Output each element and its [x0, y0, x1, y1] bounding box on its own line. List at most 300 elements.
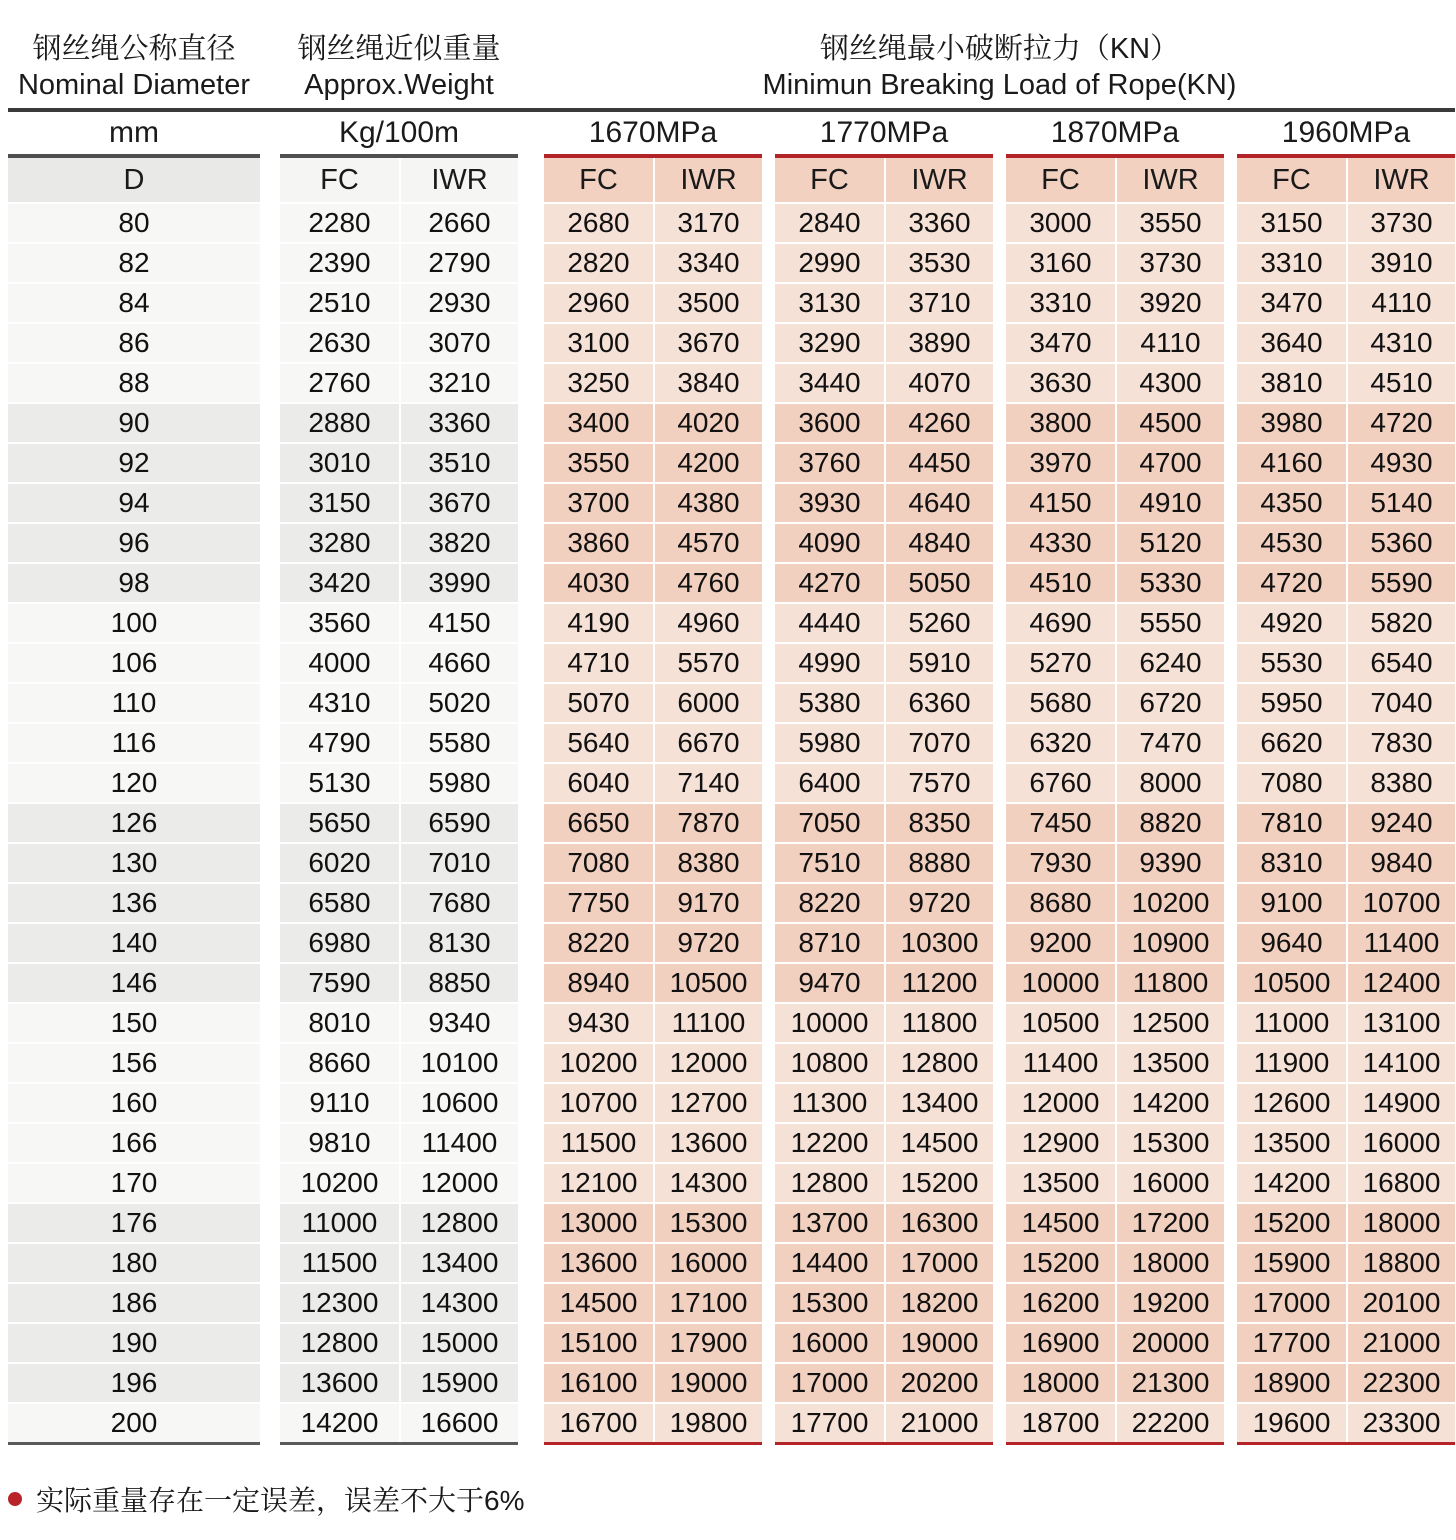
load-1670-iwr-cell: 3500: [653, 284, 762, 322]
load-1870-iwr-cell: 12500: [1115, 1004, 1224, 1042]
diameter-cell: 190: [8, 1324, 260, 1362]
diameter-cell: 106: [8, 644, 260, 682]
load-1960-fc-cell: 14200: [1237, 1164, 1346, 1202]
load-1670-iwr-cell: 19800: [653, 1404, 762, 1442]
load-1870-iwr-cell: 6240: [1115, 644, 1224, 682]
table-row: [8, 724, 1455, 762]
load-1960-iwr-cell: 3910: [1346, 244, 1455, 282]
weight-iwr-cell: 2790: [399, 244, 518, 282]
diameter-cell: 100: [8, 604, 260, 642]
load-1960-fc-cell: 3470: [1237, 284, 1346, 322]
load-1770-fc-cell: 14400: [775, 1244, 884, 1282]
load-1770-fc-cell: 8220: [775, 884, 884, 922]
weight-iwr-cell: 12800: [399, 1204, 518, 1242]
load-1670-iwr-cell: 6000: [653, 684, 762, 722]
load-1870-iwr-cell: 4110: [1115, 324, 1224, 362]
grade-1670: 1670MPa: [588, 116, 718, 149]
subheader-row: [8, 158, 1455, 202]
weight-iwr-cell: 3670: [399, 484, 518, 522]
load-1670-iwr-cell: 19000: [653, 1364, 762, 1402]
load-1960-iwr-cell: 12400: [1346, 964, 1455, 1002]
diameter-cell: 90: [8, 404, 260, 442]
load-1770-iwr-cell: 4260: [884, 404, 993, 442]
diameter-cell: 94: [8, 484, 260, 522]
load-1960-iwr-cell: 9240: [1346, 804, 1455, 842]
load-1960-iwr-cell: 16800: [1346, 1164, 1455, 1202]
load-1960-iwr-cell: 5590: [1346, 564, 1455, 602]
load-1960-fc-cell: 18900: [1237, 1364, 1346, 1402]
load-1670-fc-cell: 11500: [544, 1124, 653, 1162]
weight-fc-cell: 2880: [280, 404, 399, 442]
weight-fc-cell: 5650: [280, 804, 399, 842]
load-1670-fc-cell: 7080: [544, 844, 653, 882]
load-1770-fc-cell: 12800: [775, 1164, 884, 1202]
load-1960-iwr-cell: 7830: [1346, 724, 1455, 762]
load-1960-fc-cell: 10500: [1237, 964, 1346, 1002]
load-1770-fc-cell: 4090: [775, 524, 884, 562]
load-1960-iwr-cell: 20100: [1346, 1284, 1455, 1322]
load-1670-iwr-cell: 12700: [653, 1084, 762, 1122]
load-1670-iwr-cell: 3670: [653, 324, 762, 362]
load-1670-fc-cell: 6040: [544, 764, 653, 802]
diameter-cell: 136: [8, 884, 260, 922]
load-1670-iwr-cell: 3340: [653, 244, 762, 282]
load-1670-fc-cell: 4710: [544, 644, 653, 682]
weight-fc-cell: 2390: [280, 244, 399, 282]
load-1770-iwr-cell: 12800: [884, 1044, 993, 1082]
load-1770-fc-cell: 4270: [775, 564, 884, 602]
bottom-rule-red-1870: [1006, 1442, 1224, 1445]
load-1670-iwr-cell: 7140: [653, 764, 762, 802]
load-1870-iwr-cell: 21300: [1115, 1364, 1224, 1402]
load-1670-fc-cell: 10200: [544, 1044, 653, 1082]
load-1960-fc-cell: 3310: [1237, 244, 1346, 282]
fc-header-1770: FC: [775, 158, 884, 202]
load-1670-fc-cell: 3860: [544, 524, 653, 562]
load-1960-fc-cell: 4350: [1237, 484, 1346, 522]
load-1870-fc-cell: 3310: [1006, 284, 1115, 322]
load-1870-iwr-cell: 3920: [1115, 284, 1224, 322]
weight-iwr-cell: 4660: [399, 644, 518, 682]
diameter-cell: 200: [8, 1404, 260, 1442]
table-body: [8, 204, 1455, 1442]
weight-iwr-cell: 2930: [399, 284, 518, 322]
load-1870-fc-cell: 10000: [1006, 964, 1115, 1002]
load-1870-fc-cell: 12000: [1006, 1084, 1115, 1122]
table-row: [8, 1284, 1455, 1322]
diameter-cell: 92: [8, 444, 260, 482]
weight-iwr-cell: 11400: [399, 1124, 518, 1162]
load-1960-iwr-cell: 18000: [1346, 1204, 1455, 1242]
table-row: [8, 204, 1455, 242]
load-1670-fc-cell: 7750: [544, 884, 653, 922]
weight-iwr-cell: 8130: [399, 924, 518, 962]
breaking-load-title-zh: 钢丝绳最小破断拉力（KN）: [819, 33, 1180, 65]
diameter-cell: 180: [8, 1244, 260, 1282]
load-1770-fc-cell: 5980: [775, 724, 884, 762]
weight-iwr-header: IWR: [399, 158, 518, 202]
table-row: [8, 884, 1455, 922]
load-1960-fc-cell: 15200: [1237, 1204, 1346, 1242]
load-1770-iwr-cell: 16300: [884, 1204, 993, 1242]
table-row: [8, 364, 1455, 402]
weight-unit: Kg/100m: [338, 116, 460, 149]
bottom-rule-dark-diameter: [8, 1442, 260, 1445]
table-row: [8, 764, 1455, 802]
load-1960-fc-cell: 5950: [1237, 684, 1346, 722]
load-1960-iwr-cell: 4720: [1346, 404, 1455, 442]
load-1960-iwr-cell: 4310: [1346, 324, 1455, 362]
table-row: [8, 284, 1455, 322]
load-1960-fc-cell: 5530: [1237, 644, 1346, 682]
weight-iwr-cell: 16600: [399, 1404, 518, 1442]
table-row: [8, 644, 1455, 682]
weight-iwr-cell: 3070: [399, 324, 518, 362]
diameter-title-zh: 钢丝绳公称直径: [32, 33, 236, 65]
load-1870-iwr-cell: 6720: [1115, 684, 1224, 722]
load-1670-iwr-cell: 4570: [653, 524, 762, 562]
load-1870-fc-cell: 3970: [1006, 444, 1115, 482]
note-text: 实际重量存在一定误差，误差不大于6%: [36, 1485, 525, 1516]
load-1770-iwr-cell: 11800: [884, 1004, 993, 1042]
bullet-dot-icon: [8, 1492, 22, 1506]
units-row: [8, 112, 1455, 154]
load-1870-fc-cell: 6760: [1006, 764, 1115, 802]
load-1770-iwr-cell: 9720: [884, 884, 993, 922]
bottom-rule-red-1960: [1237, 1442, 1455, 1445]
load-1960-fc-cell: 3640: [1237, 324, 1346, 362]
weight-fc-cell: 3150: [280, 484, 399, 522]
diameter-cell: 80: [8, 204, 260, 242]
load-1770-iwr-cell: 6360: [884, 684, 993, 722]
load-1770-fc-cell: 17000: [775, 1364, 884, 1402]
weight-fc-cell: 4310: [280, 684, 399, 722]
diameter-cell: 88: [8, 364, 260, 402]
weight-iwr-cell: 15900: [399, 1364, 518, 1402]
load-1960-fc-cell: 11000: [1237, 1004, 1346, 1042]
iwr-header-1960: IWR: [1346, 158, 1455, 202]
load-1960-iwr-cell: 22300: [1346, 1364, 1455, 1402]
load-1770-fc-cell: 3130: [775, 284, 884, 322]
table-row: [8, 1244, 1455, 1282]
weight-iwr-cell: 9340: [399, 1004, 518, 1042]
iwr-header-1870: IWR: [1115, 158, 1224, 202]
load-1770-iwr-cell: 5260: [884, 604, 993, 642]
weight-iwr-cell: 12000: [399, 1164, 518, 1202]
diameter-cell: 156: [8, 1044, 260, 1082]
load-1960-fc-cell: 4530: [1237, 524, 1346, 562]
load-1770-fc-cell: 2990: [775, 244, 884, 282]
load-1670-fc-cell: 9430: [544, 1004, 653, 1042]
load-1670-iwr-cell: 4960: [653, 604, 762, 642]
diameter-cell: 130: [8, 844, 260, 882]
load-1870-iwr-cell: 20000: [1115, 1324, 1224, 1362]
load-1870-fc-cell: 4690: [1006, 604, 1115, 642]
weight-iwr-cell: 5580: [399, 724, 518, 762]
load-1670-fc-cell: 13000: [544, 1204, 653, 1242]
table-row: [8, 1404, 1455, 1442]
load-1960-fc-cell: 12600: [1237, 1084, 1346, 1122]
load-1870-fc-cell: 9200: [1006, 924, 1115, 962]
load-1960-iwr-cell: 4930: [1346, 444, 1455, 482]
load-1870-iwr-cell: 7470: [1115, 724, 1224, 762]
load-1670-iwr-cell: 10500: [653, 964, 762, 1002]
load-1870-fc-cell: 3000: [1006, 204, 1115, 242]
load-1960-fc-cell: 3150: [1237, 204, 1346, 242]
table-row: [8, 1084, 1455, 1122]
load-1960-iwr-cell: 5360: [1346, 524, 1455, 562]
load-1770-iwr-cell: 15200: [884, 1164, 993, 1202]
load-1870-iwr-cell: 4500: [1115, 404, 1224, 442]
load-1870-iwr-cell: 3550: [1115, 204, 1224, 242]
weight-fc-cell: 14200: [280, 1404, 399, 1442]
bottom-rules: [8, 1442, 1455, 1445]
table-row: [8, 484, 1455, 522]
weight-fc-cell: 8660: [280, 1044, 399, 1082]
load-1960-fc-cell: 17700: [1237, 1324, 1346, 1362]
diameter-title-en: Nominal Diameter: [17, 69, 251, 101]
load-1770-iwr-cell: 11200: [884, 964, 993, 1002]
load-1870-fc-cell: 4330: [1006, 524, 1115, 562]
d-header: D: [8, 158, 260, 202]
load-1770-fc-cell: 3930: [775, 484, 884, 522]
load-1960-fc-cell: 19600: [1237, 1404, 1346, 1442]
load-1670-fc-cell: 13600: [544, 1244, 653, 1282]
diameter-cell: 86: [8, 324, 260, 362]
load-1670-fc-cell: 8940: [544, 964, 653, 1002]
table-row: [8, 1204, 1455, 1242]
load-1670-fc-cell: 12100: [544, 1164, 653, 1202]
weight-iwr-cell: 3990: [399, 564, 518, 602]
load-1960-iwr-cell: 9840: [1346, 844, 1455, 882]
table-row: [8, 244, 1455, 282]
weight-fc-cell: 4790: [280, 724, 399, 762]
load-1770-iwr-cell: 3530: [884, 244, 993, 282]
weight-fc-cell: 5130: [280, 764, 399, 802]
load-1870-fc-cell: 7450: [1006, 804, 1115, 842]
diameter-cell: 120: [8, 764, 260, 802]
load-1870-iwr-cell: 5330: [1115, 564, 1224, 602]
weight-fc-cell: 4000: [280, 644, 399, 682]
table-row: [8, 604, 1455, 642]
load-1670-iwr-cell: 17100: [653, 1284, 762, 1322]
load-1670-iwr-cell: 4380: [653, 484, 762, 522]
load-1960-iwr-cell: 18800: [1346, 1244, 1455, 1282]
load-1870-fc-cell: 5680: [1006, 684, 1115, 722]
load-1870-iwr-cell: 4300: [1115, 364, 1224, 402]
load-1770-iwr-cell: 4640: [884, 484, 993, 522]
load-1960-fc-cell: 4920: [1237, 604, 1346, 642]
load-1960-iwr-cell: 16000: [1346, 1124, 1455, 1162]
load-1670-fc-cell: 2680: [544, 204, 653, 242]
load-1770-fc-cell: 6400: [775, 764, 884, 802]
load-1960-fc-cell: 13500: [1237, 1124, 1346, 1162]
diameter-cell: 126: [8, 804, 260, 842]
load-1770-fc-cell: 3600: [775, 404, 884, 442]
load-1870-fc-cell: 8680: [1006, 884, 1115, 922]
load-1870-fc-cell: 7930: [1006, 844, 1115, 882]
load-1870-iwr-cell: 10900: [1115, 924, 1224, 962]
load-1870-fc-cell: 16200: [1006, 1284, 1115, 1322]
load-1870-iwr-cell: 4910: [1115, 484, 1224, 522]
load-1670-fc-cell: 16700: [544, 1404, 653, 1442]
weight-fc-header: FC: [280, 158, 399, 202]
load-1670-iwr-cell: 9720: [653, 924, 762, 962]
weight-iwr-cell: 10100: [399, 1044, 518, 1082]
load-1770-iwr-cell: 5910: [884, 644, 993, 682]
load-1770-fc-cell: 5380: [775, 684, 884, 722]
load-1770-fc-cell: 3760: [775, 444, 884, 482]
fc-header-1960: FC: [1237, 158, 1346, 202]
load-1770-iwr-cell: 19000: [884, 1324, 993, 1362]
diameter-cell: 150: [8, 1004, 260, 1042]
load-1960-fc-cell: 9640: [1237, 924, 1346, 962]
load-1870-fc-cell: 18700: [1006, 1404, 1115, 1442]
load-1960-fc-cell: 7080: [1237, 764, 1346, 802]
load-1960-iwr-cell: 3730: [1346, 204, 1455, 242]
diameter-cell: 166: [8, 1124, 260, 1162]
diameter-cell: 82: [8, 244, 260, 282]
weight-fc-cell: 11500: [280, 1244, 399, 1282]
load-1770-iwr-cell: 14500: [884, 1124, 993, 1162]
weight-title: [280, 31, 518, 108]
load-1960-iwr-cell: 21000: [1346, 1324, 1455, 1362]
load-1960-fc-cell: 3810: [1237, 364, 1346, 402]
load-1870-iwr-cell: 11800: [1115, 964, 1224, 1002]
iwr-header-1770: IWR: [884, 158, 993, 202]
load-1870-iwr-cell: 8820: [1115, 804, 1224, 842]
load-1670-iwr-cell: 13600: [653, 1124, 762, 1162]
weight-fc-cell: 10200: [280, 1164, 399, 1202]
weight-fc-cell: 2630: [280, 324, 399, 362]
weight-tolerance-note: [8, 1479, 1455, 1519]
load-1960-iwr-cell: 8380: [1346, 764, 1455, 802]
weight-iwr-cell: 13400: [399, 1244, 518, 1282]
load-1870-fc-cell: 16900: [1006, 1324, 1115, 1362]
diameter-unit: mm: [109, 116, 159, 149]
weight-fc-cell: 7590: [280, 964, 399, 1002]
load-1770-fc-cell: 2840: [775, 204, 884, 242]
load-1670-fc-cell: 3250: [544, 364, 653, 402]
weight-fc-cell: 9810: [280, 1124, 399, 1162]
table-row: [8, 924, 1455, 962]
load-1960-iwr-cell: 14100: [1346, 1044, 1455, 1082]
weight-iwr-cell: 3510: [399, 444, 518, 482]
weight-fc-cell: 12300: [280, 1284, 399, 1322]
load-1670-iwr-cell: 12000: [653, 1044, 762, 1082]
weight-fc-cell: 12800: [280, 1324, 399, 1362]
table-row: [8, 1124, 1455, 1162]
load-1870-iwr-cell: 19200: [1115, 1284, 1224, 1322]
load-1870-fc-cell: 11400: [1006, 1044, 1115, 1082]
weight-iwr-cell: 5980: [399, 764, 518, 802]
load-1770-iwr-cell: 4070: [884, 364, 993, 402]
load-1960-fc-cell: 3980: [1237, 404, 1346, 442]
load-1670-iwr-cell: 9170: [653, 884, 762, 922]
load-1770-fc-cell: 16000: [775, 1324, 884, 1362]
load-1670-iwr-cell: 3170: [653, 204, 762, 242]
fc-header-1870: FC: [1006, 158, 1115, 202]
weight-iwr-cell: 5020: [399, 684, 518, 722]
load-1960-iwr-cell: 6540: [1346, 644, 1455, 682]
load-1670-iwr-cell: 7870: [653, 804, 762, 842]
load-1670-fc-cell: 4190: [544, 604, 653, 642]
table-row: [8, 404, 1455, 442]
weight-fc-cell: 3420: [280, 564, 399, 602]
load-1870-iwr-cell: 22200: [1115, 1404, 1224, 1442]
load-1670-fc-cell: 2820: [544, 244, 653, 282]
load-1870-iwr-cell: 5550: [1115, 604, 1224, 642]
load-1960-fc-cell: 8310: [1237, 844, 1346, 882]
load-1770-iwr-cell: 7070: [884, 724, 993, 762]
table-row: [8, 1044, 1455, 1082]
load-1770-fc-cell: 3290: [775, 324, 884, 362]
load-1770-fc-cell: 13700: [775, 1204, 884, 1242]
load-1960-iwr-cell: 11400: [1346, 924, 1455, 962]
load-1770-iwr-cell: 5050: [884, 564, 993, 602]
load-1770-iwr-cell: 4450: [884, 444, 993, 482]
load-1870-fc-cell: 4150: [1006, 484, 1115, 522]
load-1670-fc-cell: 3400: [544, 404, 653, 442]
grade-1870: 1870MPa: [1050, 116, 1180, 149]
load-1960-fc-cell: 11900: [1237, 1044, 1346, 1082]
load-1770-fc-cell: 10800: [775, 1044, 884, 1082]
load-1770-fc-cell: 7510: [775, 844, 884, 882]
load-1670-fc-cell: 3550: [544, 444, 653, 482]
weight-iwr-cell: 15000: [399, 1324, 518, 1362]
load-1770-fc-cell: 10000: [775, 1004, 884, 1042]
grade-1960: 1960MPa: [1281, 116, 1411, 149]
table-row: [8, 444, 1455, 482]
load-1670-iwr-cell: 11100: [653, 1004, 762, 1042]
weight-iwr-cell: 7010: [399, 844, 518, 882]
weight-fc-cell: 13600: [280, 1364, 399, 1402]
load-1870-fc-cell: 3630: [1006, 364, 1115, 402]
load-1770-iwr-cell: 8350: [884, 804, 993, 842]
load-1770-iwr-cell: 8880: [884, 844, 993, 882]
load-1870-fc-cell: 3800: [1006, 404, 1115, 442]
table-row: [8, 324, 1455, 362]
load-1870-fc-cell: 4510: [1006, 564, 1115, 602]
load-1670-iwr-cell: 5570: [653, 644, 762, 682]
weight-iwr-cell: 6590: [399, 804, 518, 842]
breaking-load-title-en: Minimun Breaking Load of Rope(KN): [762, 69, 1237, 101]
load-1670-iwr-cell: 4200: [653, 444, 762, 482]
table-row: [8, 524, 1455, 562]
weight-iwr-cell: 8850: [399, 964, 518, 1002]
load-1770-iwr-cell: 4840: [884, 524, 993, 562]
weight-fc-cell: 6980: [280, 924, 399, 962]
load-1870-fc-cell: 14500: [1006, 1204, 1115, 1242]
bottom-rule-red-1770: [775, 1442, 993, 1445]
load-1960-iwr-cell: 5140: [1346, 484, 1455, 522]
table-row: [8, 964, 1455, 1002]
table-row: [8, 1364, 1455, 1402]
load-1870-iwr-cell: 16000: [1115, 1164, 1224, 1202]
load-1960-fc-cell: 4720: [1237, 564, 1346, 602]
diameter-cell: 146: [8, 964, 260, 1002]
load-1870-iwr-cell: 10200: [1115, 884, 1224, 922]
load-1770-iwr-cell: 17000: [884, 1244, 993, 1282]
load-1770-fc-cell: 8710: [775, 924, 884, 962]
breaking-load-title: [544, 31, 1455, 108]
load-1870-iwr-cell: 3730: [1115, 244, 1224, 282]
load-1770-iwr-cell: 3360: [884, 204, 993, 242]
bottom-rule-red-1670: [544, 1442, 762, 1445]
load-1670-iwr-cell: 15300: [653, 1204, 762, 1242]
diameter-cell: 110: [8, 684, 260, 722]
weight-fc-cell: 2760: [280, 364, 399, 402]
